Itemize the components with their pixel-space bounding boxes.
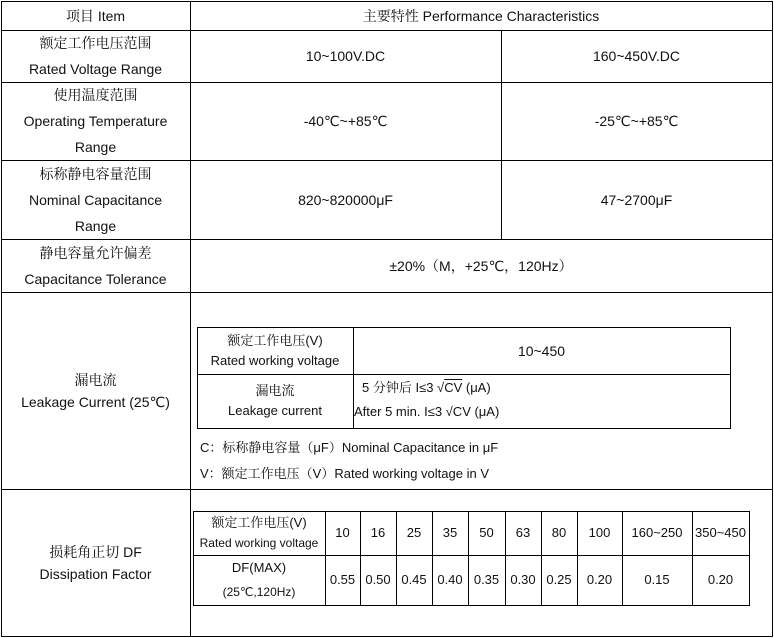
df-value-50: [468, 555, 505, 605]
df-value: 0.30: [510, 572, 536, 587]
df-voltage-10: [325, 511, 360, 555]
leakage-formula-en: [354, 402, 499, 422]
df-value: 0.45: [401, 572, 427, 587]
df-value-16: [360, 555, 396, 605]
leakage-en: Leakage Current (25℃): [21, 393, 170, 410]
df-value-10: [325, 555, 360, 605]
header-characteristics-label: 主要特性 Performance Characteristics: [362, 7, 600, 24]
dissipation-en: Dissipation Factor: [39, 565, 152, 582]
df-value-35: [432, 555, 468, 605]
capacitance-en-2: Range: [74, 217, 117, 234]
df-voltage-80: [541, 511, 577, 555]
df-voltage-25: [396, 511, 432, 555]
df-value: 0.55: [329, 572, 356, 587]
leakage-formula-cn-prefix: 5 分钟后 I≤3 √: [362, 380, 445, 395]
rated-voltage-high: [501, 30, 772, 82]
rated-voltage-en: Rated Voltage Range: [28, 61, 163, 77]
leakage-formula-cn: [362, 378, 491, 398]
df-value-80: [541, 555, 577, 605]
temperature-label: [1, 82, 190, 160]
df-voltage-value: 80: [551, 525, 567, 540]
table-border-bottom: [1, 636, 773, 637]
capacitance-label: [1, 160, 190, 239]
dissipation-label: [1, 489, 190, 636]
leakage-voltage-label: [197, 327, 353, 374]
temperature-low-value: -40℃~+85℃: [303, 113, 388, 129]
leakage-note-v-text: V：额定工作电压（V）Rated working voltage in V: [200, 466, 489, 481]
df-voltage-value: 160~250: [631, 525, 683, 540]
capacitance-low-value: 820~820000μF: [298, 191, 393, 208]
tolerance-value-cell: [190, 239, 772, 292]
df-voltage-value: 10: [335, 525, 350, 540]
tolerance-cn: 静电容量允许偏差: [39, 244, 152, 261]
rated-voltage-cn: 额定工作电压范围: [39, 35, 152, 51]
leakage-note-c: [200, 438, 498, 458]
df-value: 0.20: [586, 572, 613, 587]
df-table-border: [749, 511, 750, 606]
rated-voltage-high-value: 160~450V.DC: [592, 48, 681, 64]
capacitance-high: [501, 160, 772, 239]
rated-voltage-label: [1, 30, 190, 82]
df-voltage-16: [360, 511, 396, 555]
header-item: [1, 1, 190, 30]
df-voltage-50: [468, 511, 505, 555]
df-voltage-value: 25: [406, 525, 422, 540]
table-border-right: [772, 1, 773, 637]
df-voltage-value: 50: [479, 525, 494, 540]
temperature-high: [501, 82, 772, 160]
inner-table-border: [197, 428, 731, 429]
leakage-voltage-value: 10~450: [517, 342, 566, 359]
df-max-label: [193, 555, 325, 605]
rated-voltage-low-value: 10~100V.DC: [305, 48, 386, 64]
df-max-condition: (25℃,120Hz): [222, 585, 296, 599]
df-value: 0.15: [644, 572, 670, 587]
temperature-en-1: Operating Temperature: [23, 113, 168, 129]
leakage-current-label-en: Leakage current: [228, 403, 322, 418]
df-value: 0.40: [437, 572, 463, 587]
df-table-border: [193, 605, 750, 606]
df-value: 0.35: [473, 572, 500, 587]
df-value-350-450: [692, 555, 749, 605]
df-voltage-100: [577, 511, 622, 555]
leakage-voltage-label-en: Rated working voltage: [210, 352, 340, 368]
df-voltage-label-cn: 额定工作电压(V): [211, 515, 307, 530]
temperature-cn: 使用温度范围: [53, 87, 138, 103]
df-value-25: [396, 555, 432, 605]
df-voltage-value: 16: [370, 525, 386, 540]
tolerance-value: ±20%（M，+25℃，120Hz）: [389, 257, 573, 274]
df-voltage-value: 350~450: [695, 525, 746, 540]
df-voltage-value: 35: [442, 525, 458, 540]
leakage-label: [1, 292, 190, 489]
df-voltage-label-en: Rated working voltage: [199, 536, 319, 550]
capacitance-cn: 标称静电容量范围: [39, 165, 152, 182]
df-value: 0.25: [546, 572, 572, 587]
df-value: 0.20: [707, 572, 734, 587]
leakage-note-v: [200, 464, 489, 484]
df-voltage-35: [432, 511, 468, 555]
header-item-label: 项目 Item: [65, 7, 126, 24]
tolerance-en: Capacitance Tolerance: [24, 270, 167, 287]
df-voltage-350-450: [692, 511, 749, 555]
df-voltage-label: [193, 511, 325, 555]
leakage-formula-en-text: After 5 min. I≤3 √CV (μA): [354, 404, 500, 419]
df-max-label-text: DF(MAX): [231, 560, 287, 575]
leakage-cn: 漏电流: [74, 371, 117, 388]
df-value-63: [505, 555, 541, 605]
leakage-formula-cn-cv: CV: [444, 380, 463, 395]
rated-voltage-low: [190, 30, 501, 82]
temperature-en-2: Range: [74, 139, 117, 155]
leakage-formula-cn-unit: (μA): [462, 380, 491, 395]
dissipation-cn: 损耗角正切 DF: [49, 543, 142, 560]
df-voltage-63: [505, 511, 541, 555]
header-characteristics: [190, 1, 772, 30]
inner-table-border: [730, 327, 731, 429]
leakage-note-c-text: C：标称静电容量（μF）Nominal Capacitance in μF: [200, 440, 499, 455]
capacitance-high-value: 47~2700μF: [600, 191, 673, 208]
df-voltage-value: 100: [588, 525, 611, 540]
df-value-100: [577, 555, 622, 605]
df-value-160-250: [622, 555, 692, 605]
leakage-current-label-cn: 漏电流: [255, 383, 295, 398]
leakage-voltage-value-cell: [353, 327, 730, 374]
capacitance-low: [190, 160, 501, 239]
df-voltage-160-250: [622, 511, 692, 555]
leakage-current-label: [197, 374, 353, 428]
df-value: 0.50: [365, 572, 391, 587]
tolerance-label: [1, 239, 190, 292]
df-voltage-value: 63: [515, 525, 531, 540]
temperature-high-value: -25℃~+85℃: [594, 113, 679, 129]
leakage-voltage-label-cn: 额定工作电压(V): [227, 332, 323, 348]
temperature-low: [190, 82, 501, 160]
capacitance-en-1: Nominal Capacitance: [28, 191, 163, 208]
